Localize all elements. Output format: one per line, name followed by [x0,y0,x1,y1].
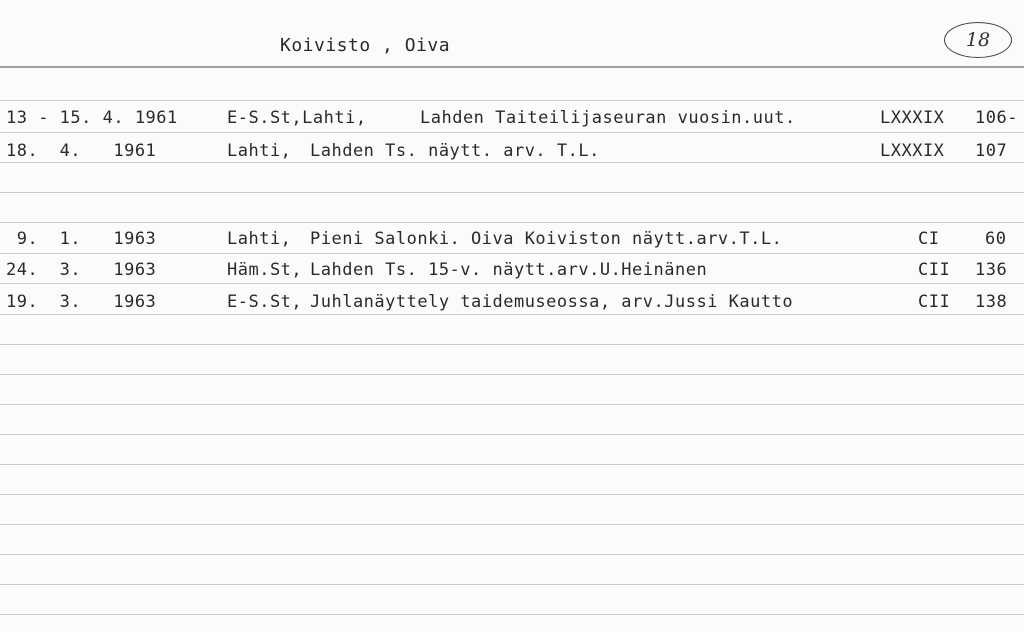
entry-date: 19. 3. 1963 [6,292,157,312]
ruled-line [0,554,1024,555]
entry-page: 107 [975,141,1008,161]
ruled-line [0,584,1024,585]
entry-date: 18. 4. 1961 [6,141,157,161]
entry-page: 60 [985,229,1007,249]
ruled-line [0,344,1024,345]
ruled-line [0,434,1024,435]
ruled-line [0,283,1024,284]
entry-volume: CII [918,260,951,280]
ruled-line [0,404,1024,405]
entry-page: 138 [975,292,1008,312]
header-rule [0,66,1024,68]
entry-page: 106- [975,108,1018,128]
stamp-number: 18 [965,29,991,51]
entry-volume: LXXXIX [880,108,945,128]
entry-date: 24. 3. 1963 [6,260,157,280]
ruled-line [0,314,1024,315]
ruled-line [0,162,1024,163]
entry-volume: CII [918,292,951,312]
card-title: Koivisto , Oiva [280,35,451,56]
entry-description: Pieni Salonki. Oiva Koiviston näytt.arv.T.L. [310,229,783,249]
ruled-line [0,494,1024,495]
entry-place: E-S.St,Lahti, [227,108,367,128]
entry-volume: CI [918,229,940,249]
entry-description: Lahden Ts. näytt. arv. T.L. [310,141,600,161]
entry-description: Lahden Taiteilijaseuran vuosin.uut. [420,108,796,128]
ruled-line [0,614,1024,615]
entry-date: 9. 1. 1963 [6,229,157,249]
ruled-line [0,192,1024,193]
entry-place: E-S.St, [227,292,303,312]
entry-page: 136 [975,260,1008,280]
ruled-line [0,374,1024,375]
ruled-line [0,253,1024,254]
ruled-line [0,524,1024,525]
entry-description: Juhlanäyttely taidemuseossa, arv.Jussi Kautto [310,292,794,312]
ruled-line [0,222,1024,223]
entry-place: Häm.St, [227,260,303,280]
entry-place: Lahti, [227,141,292,161]
entry-place: Lahti, [227,229,292,249]
entry-date: 13 - 15. 4. 1961 [6,108,178,128]
ruled-line [0,100,1024,101]
ruled-line [0,464,1024,465]
entry-description: Lahden Ts. 15-v. näytt.arv.U.Heinänen [310,260,708,280]
entry-volume: LXXXIX [880,141,945,161]
ruled-line [0,132,1024,133]
number-stamp [944,22,1012,58]
